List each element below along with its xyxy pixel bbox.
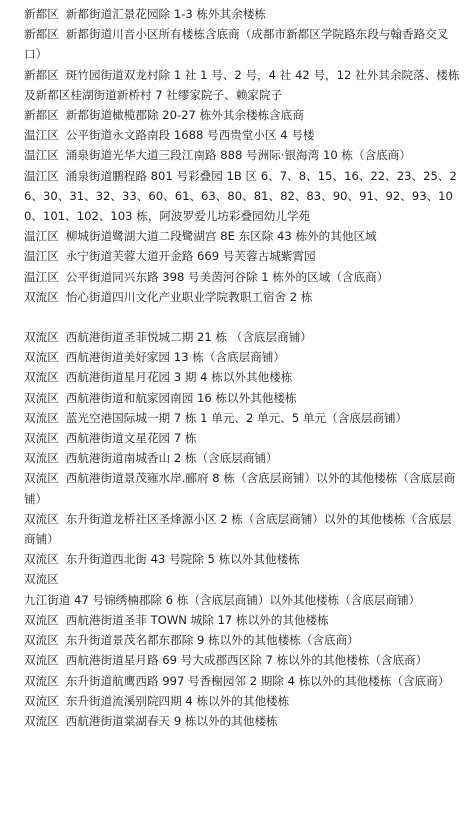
- district-label: 双流区: [24, 350, 59, 365]
- location-text: 西航港街道星月花园 3 期 4 栋以外其他楼栋: [65, 370, 293, 385]
- list-item: [24, 246, 460, 266]
- list-item: [24, 388, 460, 408]
- list-item: [24, 711, 460, 731]
- district-label: 温江区: [24, 168, 59, 183]
- list-item: [24, 549, 460, 569]
- district-label: 新都区: [24, 7, 59, 21]
- list-item: [24, 448, 460, 468]
- group-divider: [24, 307, 460, 327]
- location-text: 永宁街道芙蓉大道开金路 669 号芙蓉古城紫霄园: [65, 249, 316, 264]
- list-item: [24, 367, 460, 387]
- location-text: 蓝光空港国际城一期 7 栋 1 单元、2 单元、5 单元（含底层商铺）: [65, 410, 408, 425]
- list-item: [24, 287, 460, 307]
- location-text: 东升街道龙桥社区圣烽源小区 2 栋（含底层商铺）以外的其他楼栋（含底层商铺）: [24, 511, 452, 547]
- location-text: 公平街道永文路南段 1688 号西贵堂小区 4 号楼: [65, 128, 315, 143]
- location-text: 新都街道川音小区所有楼栋含底商（成都市新都区学院路东段与翰香路交叉口）: [24, 27, 449, 62]
- district-label: 双流区: [24, 410, 59, 425]
- district-label: 温江区: [24, 269, 59, 284]
- district-label: 双流区: [24, 330, 59, 345]
- list-item: [24, 569, 460, 609]
- district-label: 双流区: [24, 451, 59, 466]
- location-text: 西航港街道美好家园 13 栋（含底层商铺）: [65, 350, 286, 365]
- district-label: 温江区: [24, 249, 59, 264]
- district-label: 双流区: [24, 370, 59, 385]
- location-text: 西航港街道星月路 69 号大成郡西区除 7 栋以外的其他楼栋（含底商）: [65, 653, 428, 668]
- list-item: [24, 428, 460, 448]
- list-item: [24, 408, 460, 428]
- district-label: 新都区: [24, 67, 59, 82]
- location-text: 斑竹园街道双龙村除 1 社 1 号、2 号，4 社 42 号，12 社外其余院落、楼栋及新都区桂湖街道新桥村 7 社缪家院子、赖家院子: [24, 67, 460, 102]
- district-label: 双流区: [24, 673, 59, 688]
- list-item: [24, 105, 460, 125]
- list-item: [24, 4, 460, 24]
- district-label: 双流区: [24, 713, 59, 728]
- district-label: 新都区: [24, 108, 59, 123]
- list-item: [24, 650, 460, 670]
- district-label: 温江区: [24, 148, 59, 163]
- location-text: 怡心街道四川文化产业职业学院教职工宿舍 2 栋: [65, 289, 313, 304]
- list-item: [24, 145, 460, 165]
- district-label: 双流区: [24, 612, 59, 627]
- location-text: 柳城街道鹭湖大道二段鹭湖宫 8E 东区除 43 栋外的其他区域: [65, 229, 377, 244]
- list-item: [24, 125, 460, 145]
- list-item: [24, 610, 460, 630]
- location-text: 东升街道景茂名都东郡除 9 栋以外的其他楼栋（含底商）: [65, 633, 359, 648]
- list-group-2: [24, 327, 460, 731]
- district-label: 双流区: [24, 431, 59, 446]
- district-label: 双流区: [24, 653, 59, 668]
- list-item: [24, 691, 460, 711]
- location-text: 西航港街道圣菲悦城二期 21 栋 （含底层商铺）: [65, 330, 312, 345]
- list-item: [24, 509, 460, 549]
- location-text: 东升街道航鹰西路 997 号香榭园邻 2 期除 4 栋以外的其他楼栋（含底商）: [65, 673, 450, 688]
- district-label: 双流区: [24, 471, 59, 486]
- location-text: 新都街道汇景花园除 1-3 栋外其余楼栋: [65, 7, 267, 21]
- location-text: 九江街道 47 号锦绣楠郡除 6 栋（含底层商铺）以外其他楼栋（含底层商铺）: [24, 592, 421, 607]
- list-item: [24, 468, 460, 508]
- location-text: 东升街道西北街 43 号院除 5 栋以外其他楼栋: [65, 552, 300, 567]
- location-text: 公平街道同兴东路 398 号美茵河谷除 1 栋外的区域（含底商）: [65, 269, 389, 284]
- district-label: 双流区: [24, 511, 59, 526]
- list-item: [24, 226, 460, 246]
- list-item: [24, 65, 460, 105]
- list-item: [24, 671, 460, 691]
- district-label: 双流区: [24, 633, 59, 648]
- district-label: 双流区: [24, 572, 59, 587]
- location-text: 东升街道流溪别院四期 4 栋以外的其他楼栋: [65, 693, 290, 708]
- location-text: 涌泉街道鹏程路 801 号彩叠园 1B 区 6、7、8、15、16、22、23、25、26、30、31、32、33、60、61、63、80、81、82、83、90、91、92、93、100、101、102、103 栋，阿波罗爱儿坊彩叠园幼儿学苑: [24, 168, 457, 224]
- location-text: 西航港街道文星花园 7 栋: [65, 431, 197, 446]
- list-item: [24, 267, 460, 287]
- location-text: 西航港街道和航家园南园 16 栋以外其他楼栋: [65, 390, 297, 405]
- location-text: 西航港街道棠湖春天 9 栋以外的其他楼栋: [65, 713, 278, 728]
- location-text: 西航港街道圣菲 TOWN 城除 17 栋以外的其他楼栋: [65, 612, 329, 627]
- list-item: [24, 630, 460, 650]
- location-text: 涌泉街道光华大道三段江南路 888 号洲际·银海湾 10 栋（含底商）: [65, 148, 411, 163]
- district-label: 双流区: [24, 289, 59, 304]
- list-group-1: [24, 4, 460, 307]
- district-label: 温江区: [24, 229, 59, 244]
- list-item: [24, 327, 460, 347]
- location-text: 西航港街道景茂雍水岸.郦府 8 栋（含底层商铺）以外的其他楼栋（含底层商铺）: [24, 471, 456, 506]
- location-text: 新都街道橄榄郡除 20-27 栋外其余楼栋含底商: [65, 108, 304, 123]
- district-label: 双流区: [24, 552, 59, 567]
- district-label: 新都区: [24, 27, 59, 42]
- district-label: 温江区: [24, 128, 59, 143]
- district-label: 双流区: [24, 390, 59, 405]
- district-label: 双流区: [24, 693, 59, 708]
- list-item: [24, 347, 460, 367]
- list-item: [24, 166, 460, 227]
- list-item: [24, 24, 460, 64]
- location-text: 西航港街道南城香山 2 栋（含底层商铺）: [65, 451, 278, 466]
